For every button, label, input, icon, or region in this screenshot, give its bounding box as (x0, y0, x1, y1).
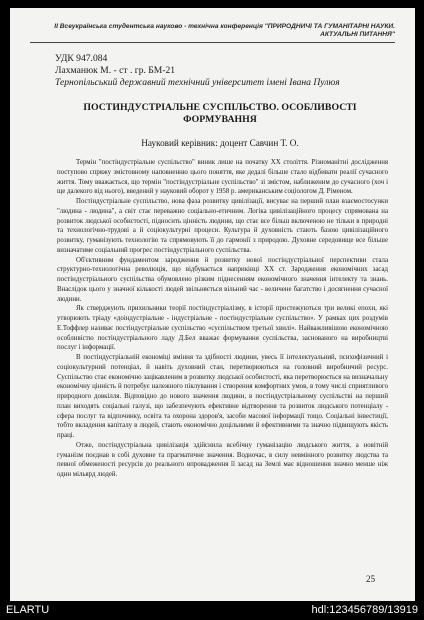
paragraph: Як стверджують прихильники теорії постіндустріалізму, в історії простежуються три великі епохи, які утворюють тріаду «доіндустріальне - індустріальне - постіндустріальне суспільство». У рамках цих роздумів Е.Тоффлер називає постіндустріальне суспільство «суспільством третьої хвилі». Найважливішою економічною особливістю постіндустріального ладу Д.Бел вважає формування суспільства, заснованого на виробництві послуг і інформації. (57, 305, 388, 352)
document-page (10, 8, 415, 601)
udc-code: УДК 947.084 (55, 53, 108, 64)
article-meta (55, 53, 385, 89)
paragraph: Постіндустріальне суспільство, нова фаза розвитку цивілізації, висуває на перший план взаємостосунки "людина - людина", а світ стає переважно соціально-етичним. Логіка цивілізаційного процесу спрямована на розвиток людської особистості, підносить цінність людини, що стає все більш включеною не тільки в природні та технологічно-трудові а й соціокультурні процеси. Культура й духовність стають базою цивілізаційного розвитку, гуманізують технологію та спрямовують її до гармонії з природою. Духовне середовище все більше визначатиме соціальний прогрес постіндустріального суспільства. (57, 198, 388, 254)
article-body (57, 158, 388, 480)
affiliation: Тернопільський державний технічний університет імені Івана Пулюя (55, 77, 340, 88)
article-title: ПОСТИНДУСТРІАЛЬНЕ СУСПІЛЬСТВО. ОСОБЛИВОСТІ ФОРМУВАННЯ (83, 102, 357, 125)
author-line: Лахманюк М. - ст . гр. БМ-21 (55, 65, 176, 76)
header-rule (30, 42, 395, 43)
repository-label: ELARTU (6, 604, 50, 616)
paragraph: Термін "постіндустріальне суспільство" виник лише на початку XX століття. Різноманітні дослідження поступово спряжу змістовному наповненню цього поняття, яке дедалі більше стало відбивати реалії сучасного життя. Тому вважається, що термін "постіндустріальне суспільство" зі змістом, наближеним до сучасного (хоч і ще далекого від нього), введений у науковий оборот у 1958 р. американським соціологом Д. Ріменом. (57, 159, 388, 196)
paragraph: Об'єктивним фундаментом зародження й розвитку нової постіндустріальної перспективи стала структурно-технологічна революція, що відбувається наприкінці XX ст. Зародження економічних засад постіндустріального суспільства обумовлено різким піднесенням економічного значення інтелекту та знань. Внаслідок цього у значної кількості людей звільняється вільний час - величене багатство і досягнення сучасної людини. (57, 256, 388, 303)
conference-header: II Всеукраїнська студентська науково - технічна конференція "ПРИРОДНИЧІ ТА ГУМАНІТАРНІ НАУКИ. АКТУАЛЬНІ ПИТАННЯ" (54, 23, 395, 38)
advisor-line: Науковий керівник: доцент Савчин Т. О. (141, 138, 299, 148)
page-number: 25 (366, 574, 375, 584)
handle-identifier: hdl:123456789/13919 (311, 604, 418, 616)
paragraph: В постіндустріальній економіці вміння та здібності людини, увесь її інтелектуальний, психофізичний і соціокультурний потенціал, й навіть духовний стан, перетворюються на головний виробничий ресурс. Суспільство стає економічно зацікавленим в розвитку людської особистості, яка перетворюється на визначальну економічну цінність й потребує належного піклування і створення комфортних умов, в тому числі сприятливого природного довкілля. Відповідно до нового значення людини, в постіндустріальному суспільстві на перший план виходять соціальні галузі, що забезпечують ефективне відтворення та розвиток людського потенціалу - сфера послуг та відпочинку, освіта та охорона здоров'я, засоби масової інформації тощо. Соціальні інвестиції, тобто вкладення капіталу в людей, стають економічно доцільними й ефективними та значно підвищують якість праці. (57, 354, 388, 439)
paragraph: Отже, постіндустріальна цивілізація здійснила всебічну гуманізацію людського життя, а новітній гуманізм поєднав в собі духовне та прагматичне значення. Водночас, в силу невмінного розвитку людства та певної обмеженості ресурсів до реального впровадження її засад на Землі має відношення значно менше ніж один мільярд людей. (57, 441, 388, 478)
